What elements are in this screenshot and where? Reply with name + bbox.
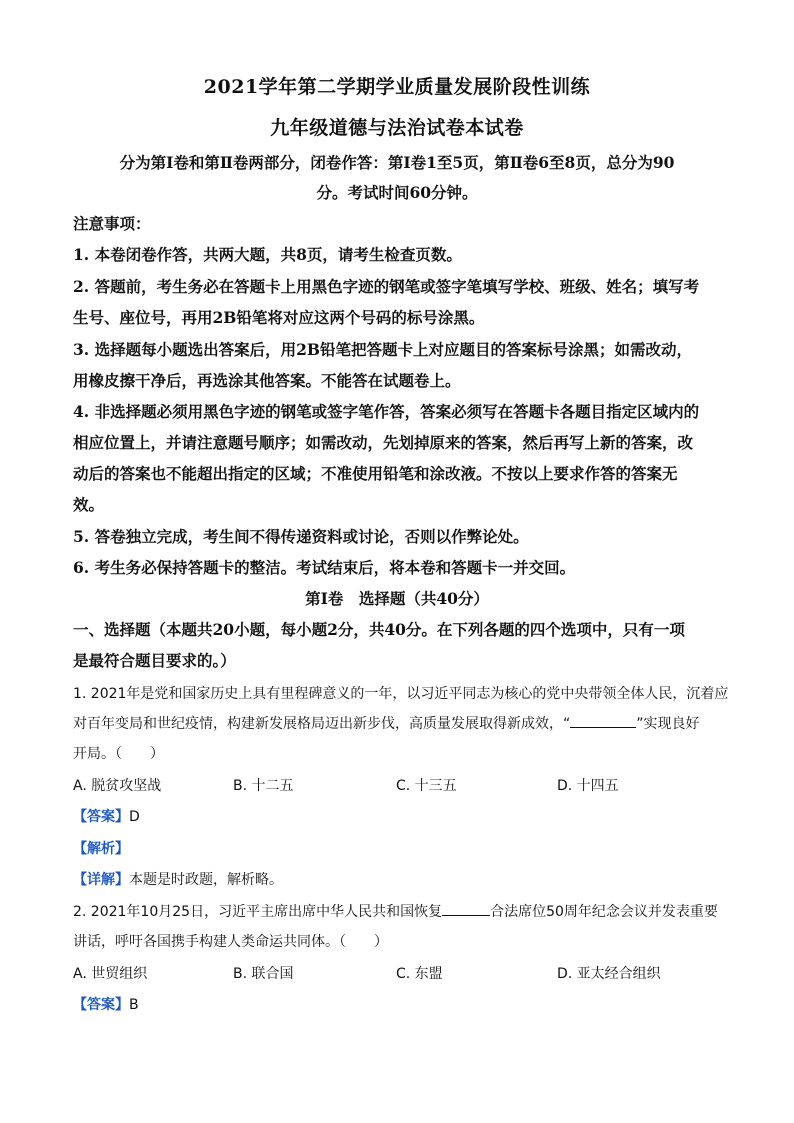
- answer-value: B: [129, 997, 139, 1013]
- option-b: B. 联合国: [233, 966, 294, 982]
- notice-line: 2. 答题前，考生务必在答题卡上用黑色字迹的钢笔或签字笔填写学校、班级、姓名；填写考: [73, 277, 700, 296]
- section-intro-line-1: 一、选择题（本题共20小题，每小题2分，共40分。在下列各题的四个选项中，只有一项: [73, 620, 685, 639]
- option-c: C. 十三五: [396, 778, 457, 794]
- option-c: C. 东盟: [396, 966, 443, 982]
- question-1-line-3: 开局。（ ）: [73, 746, 164, 762]
- exam-subject-title: 九年级道德与法治试卷本试卷: [270, 117, 524, 139]
- notice-line: 4. 非选择题必须用黑色字迹的钢笔或签字笔作答，答案必须写在答题卡各题目指定区域内的: [73, 402, 700, 421]
- notice-line: 效。: [73, 495, 105, 514]
- exam-title: 2021学年第二学期学业质量发展阶段性训练: [203, 76, 591, 98]
- notice-line: 1. 本卷闭卷作答，共两大题，共8页，请考生检查页数。: [73, 245, 462, 264]
- question-1-line-2: [73, 713, 700, 733]
- answer-tag: 【答案】: [73, 809, 129, 825]
- section-heading: 第Ⅰ卷 选择题（共40分）: [305, 589, 489, 608]
- notice-line: 5. 答卷独立完成，考生间不得传递资料或讨论，否则以作弊论处。: [73, 527, 529, 546]
- question-2-text: 2. 2021年10月25日，习近平主席出席中华人民共和国恢复: [73, 904, 443, 920]
- answer-row: [73, 994, 139, 1014]
- section-intro-line-2: 是最符合题目要求的。）: [73, 651, 236, 670]
- detail-text: 本题是时政题，解析略。: [129, 872, 283, 888]
- notice-line: 相应位置上，并请注意题号顺序；如需改动，先划掉原来的答案，然后再写上新的答案，改: [73, 433, 694, 452]
- answer-row: [73, 806, 140, 826]
- analysis-tag: 【解析】: [73, 841, 129, 857]
- option-b: B. 十二五: [233, 778, 294, 794]
- question-1-line-1: 1. 2021年是党和国家历史上具有里程碑意义的一年，以习近平同志为核心的党中央带领全体人民，沉着应: [73, 686, 729, 702]
- exam-description-line-1: 分为第Ⅰ卷和第Ⅱ卷两部分，闭卷作答：第Ⅰ卷1至5页，第Ⅱ卷6至8页，总分为90: [119, 153, 675, 172]
- question-1-text: 对百年变局和世纪疫情，构建新发展格局迈出新步伐，高质量发展取得新成效，“: [73, 716, 571, 732]
- answer-tag: 【答案】: [73, 997, 129, 1013]
- option-a: A. 脱贫攻坚战: [73, 778, 162, 794]
- answer-blank: [570, 715, 636, 728]
- notice-line: 3. 选择题每小题选出答案后，用2B铅笔把答题卡上对应题目的答案标号涂黑；如需改动，: [73, 340, 692, 359]
- question-2-line-1: [73, 901, 718, 921]
- answer-value: D: [129, 809, 140, 825]
- question-2-line-2: 讲话，呼吁各国携手构建人类命运共同体。（ ）: [73, 934, 388, 950]
- option-a: A. 世贸组织: [73, 966, 148, 982]
- notice-heading: 注意事项：: [73, 214, 151, 233]
- analysis-row: [73, 838, 129, 858]
- option-d: D. 十四五: [557, 778, 619, 794]
- answer-blank: [442, 903, 490, 916]
- question-2-text: 合法席位50周年纪念会议并发表重要: [490, 904, 718, 920]
- notice-line: 6. 考生务必保持答题卡的整洁。考试结束后，将本卷和答题卡一并交回。: [73, 558, 576, 577]
- question-1-text: ”实现良好: [636, 716, 700, 732]
- notice-line: 生号、座位号，再用2B铅笔将对应这两个号码的标号涂黑。: [73, 308, 485, 327]
- detail-row: [73, 869, 283, 889]
- notice-line: 用橡皮擦干净后，再选涂其他答案。不能答在试题卷上。: [73, 371, 461, 390]
- option-d: D. 亚太经合组织: [557, 966, 661, 982]
- exam-description-line-2: 分。考试时间60分钟。: [316, 183, 478, 202]
- detail-tag: 【详解】: [73, 872, 129, 888]
- notice-line: 动后的答案也不能超出指定的区域；不准使用铅笔和涂改液。不按以上要求作答的答案无: [73, 464, 678, 483]
